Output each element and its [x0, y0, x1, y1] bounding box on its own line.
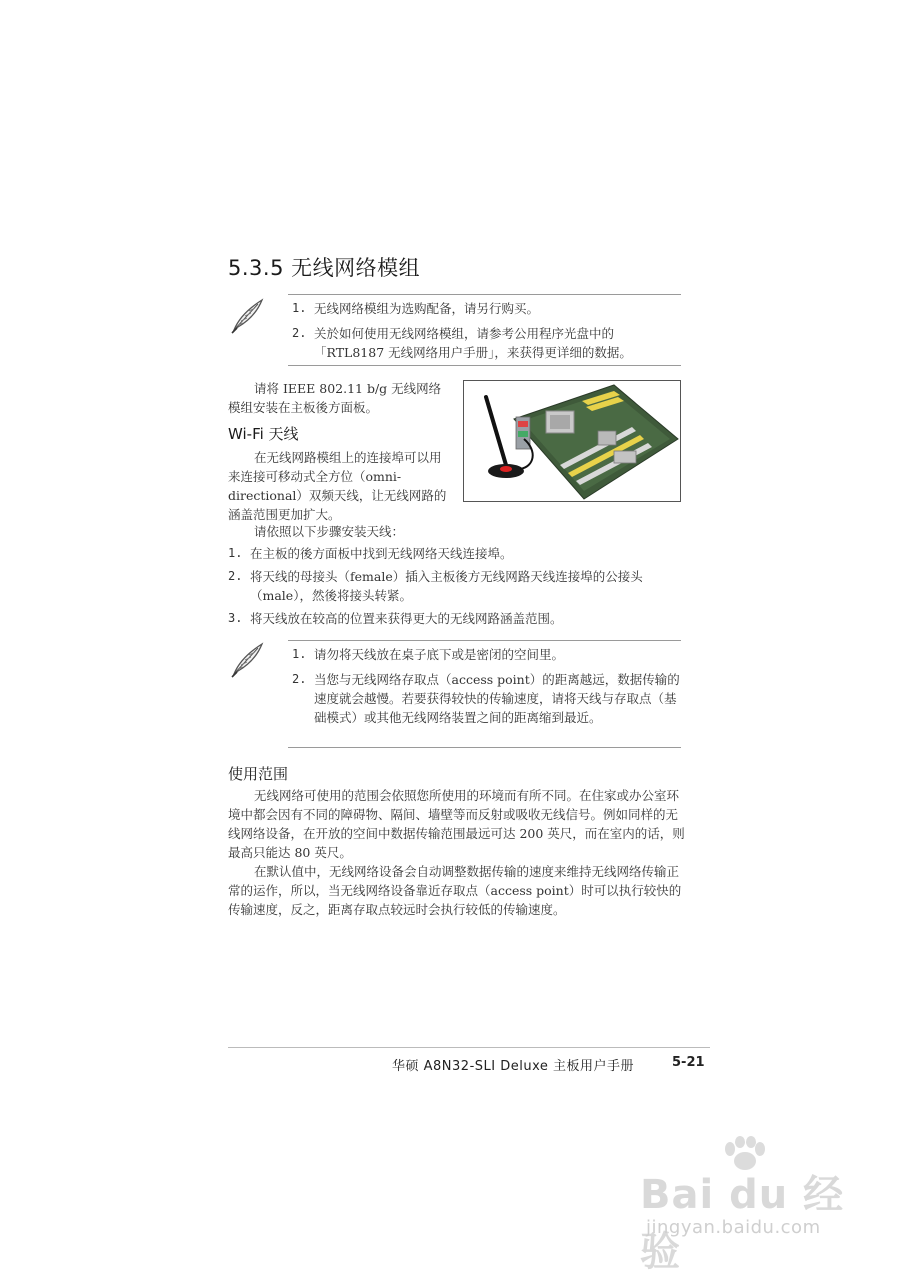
section-title [228, 252, 420, 282]
note-item: 2. 关於如何使用无线网络模组，请参考公用程序光盘中的「RTL8187 无线网络用户手册」，来获得更详细的数据。 [292, 326, 632, 360]
range-paragraph-1: 无线网络可使用的范围会依照您所使用的环境而有所不同。在住家或办公室环境中都会因有不同的障碍物、隔间、墙壁等而反射或吸收无线信号。例如同样的无线网络设备，在开放的空间中数据传输范围最远可达 200 英尺，而在室内的话，则最高只能达 80 英尺。 [228, 788, 685, 860]
section-number: 5.3.5 [228, 256, 284, 280]
note-item: 2. 当您与无线网络存取点（access point）的距离越远，数据传输的速度就会越慢。若要获得较快的传输速度，请将天线与存取点（基础模式）或其他无线网络装置之间的距离缩到最近。 [292, 672, 680, 725]
note-item: 1. 无线网络模组为选购配备，请另行购买。 [292, 301, 540, 316]
baidu-watermark [640, 1135, 860, 1275]
feather-pen-icon [228, 296, 268, 336]
install-steps [228, 544, 688, 632]
feather-pen-icon [228, 640, 268, 680]
range-paragraph-2: 在默认值中，无线网络设备会自动调整数据传输的速度来维持无线网络传输正常的运作，所以，当无线网络设备靠近存取点（access point）时可以执行较快的传输速度，反之，距离存取点较远时会执行较低的传输速度。 [228, 864, 682, 917]
range-title: 使用范围 [228, 765, 289, 783]
step-item: 3. 将天线放在较高的位置来获得更大的无线网路涵盖范围。 [228, 611, 563, 626]
page-number: 5-21 [672, 1055, 705, 1070]
motherboard-antenna-photo [463, 380, 681, 502]
note-item: 1. 请勿将天线放在桌子底下或是密闭的空间里。 [292, 647, 565, 662]
footer-divider [228, 1047, 710, 1048]
wifi-title: Wi-Fi 天线 [228, 425, 299, 443]
intro-paragraph: 请将 IEEE 802.11 b/g 无线网络模组安装在主板後方面板。 [228, 381, 442, 415]
motherboard-illustration [464, 381, 680, 501]
section-heading: 无线网络模组 [291, 256, 421, 280]
wifi-paragraph: 在无线网路模组上的连接埠可以用来连接可移动式全方位（omni-directional）双频天线，让无线网路的涵盖范围更加扩大。 [228, 450, 447, 522]
note-box-1 [288, 294, 681, 366]
watermark-logo: Bai du 经验 [640, 1172, 845, 1275]
step-item: 1. 在主板的後方面板中找到无线网络天线连接埠。 [228, 546, 513, 561]
steps-intro: 请依照以下步骤安装天线： [254, 524, 405, 539]
note-box-2 [288, 640, 681, 748]
footer-manual-title: 华硕 A8N32-SLI Deluxe 主板用户手册 [392, 1059, 634, 1074]
watermark-url: jingyan.baidu.com [646, 1217, 821, 1238]
step-item: 2. 将天线的母接头（female）插入主板後方无线网路天线连接埠的公接头（male），然後将接头转紧。 [228, 569, 643, 603]
